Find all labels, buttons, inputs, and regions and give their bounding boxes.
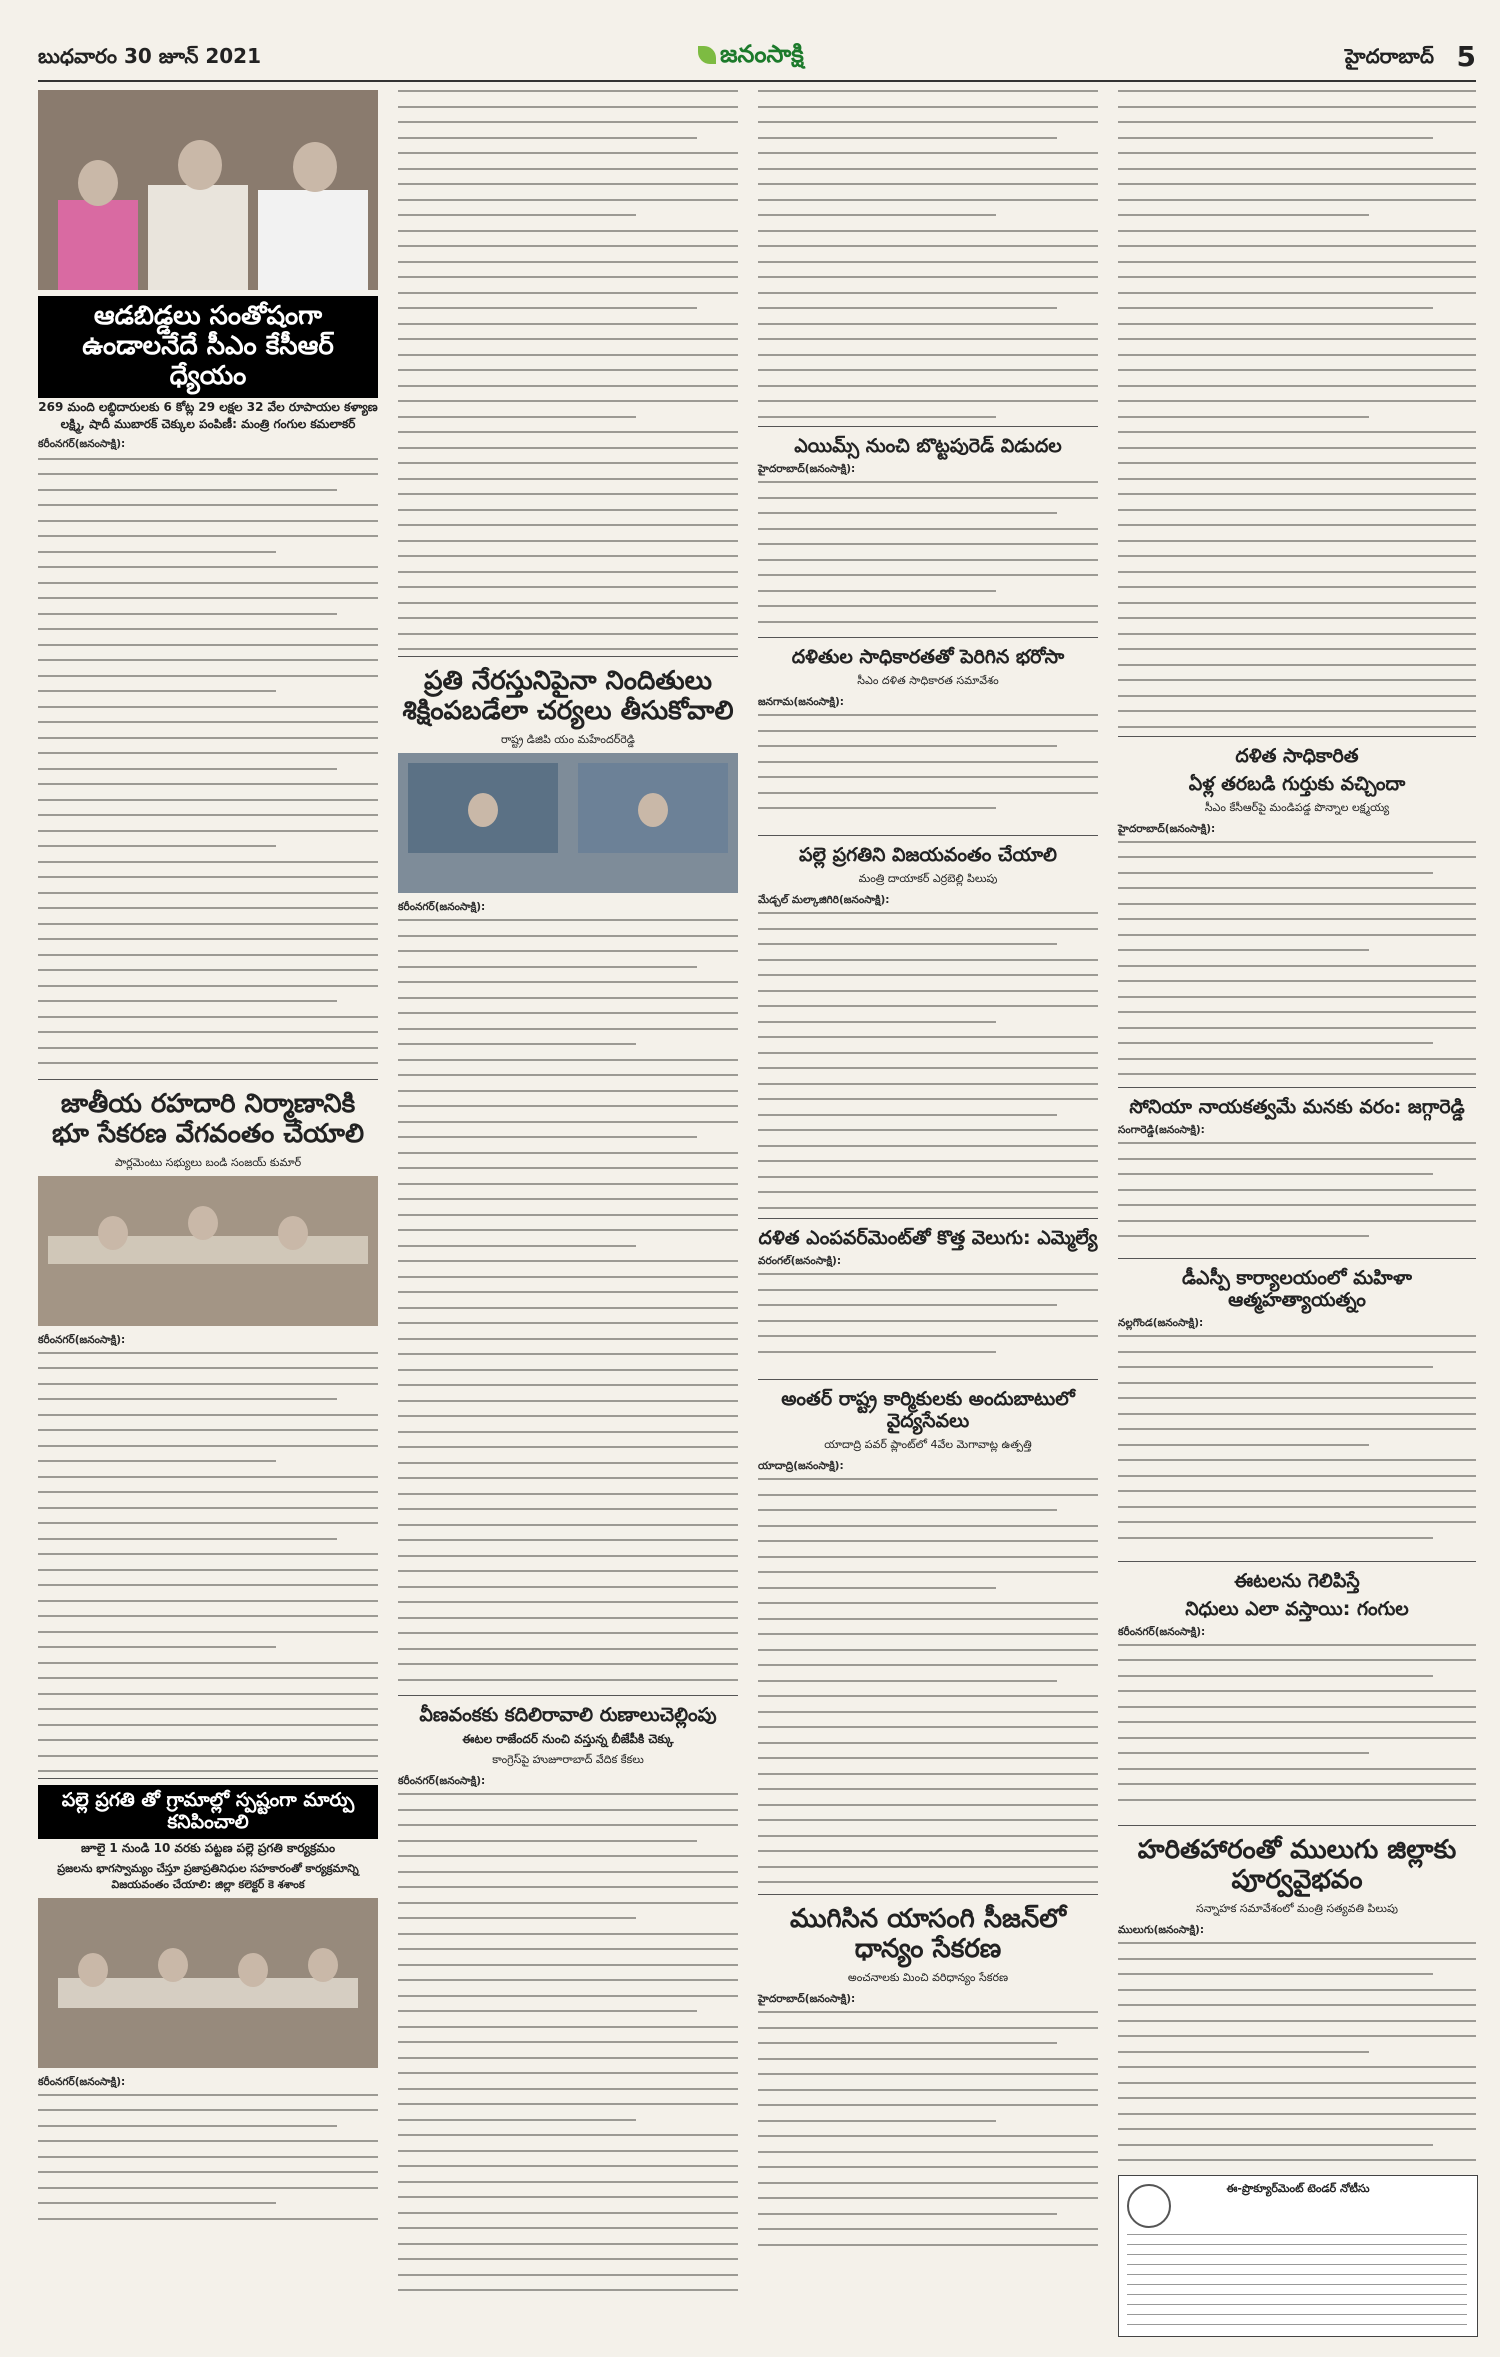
story-sonia-headline: సోనియా నాయకత్వమే మనకు వరం: జగ్గారెడ్డి <box>1129 1095 1465 1118</box>
story-dalitsadhikarita-byline: సీఎం కేసీఆర్‌పై మండిపడ్డ పొన్నాల లక్ష్మయ్య <box>1204 800 1390 814</box>
story-dsp-body <box>1118 1335 1476 1555</box>
story-dalit-byline: సీఎం దళిత సాధికారత సమావేశం <box>857 673 999 687</box>
story3-byline: ప్రజలను భాగస్వామ్యం చేస్తూ ప్రజాప్రతినిధుల సహకారంతో కార్యక్రమాన్ని విజయవంతం చేయాలి: జిల్లా కలెక్టర్ కె శశాంక <box>57 1861 359 1891</box>
story-etela-subhead: నిధులు ఎలా వస్తాయి: గంగుల <box>1185 1597 1409 1620</box>
story-palle-headline: పల్లె ప్రగతిని విజయవంతం చేయాలి <box>799 844 1057 867</box>
divider <box>758 637 1098 638</box>
story-veenavanka-body <box>398 1793 738 2293</box>
story-aiims-body <box>758 481 1098 631</box>
story2-photo <box>38 1176 378 1326</box>
story-etela-headline: ఈటలను గెలిపిస్తే <box>1234 1570 1360 1593</box>
story-haritaharam-byline: సన్నాహక సమావేశంలో మంత్రి సత్యవతి పిలుపు <box>1196 1901 1398 1915</box>
story-veenavanka-byline: కాంగ్రెస్‌పై హుజూరాబాద్ వేదిక కేకలు <box>492 1752 644 1766</box>
story-palle-byline: మంత్రి దాయాకర్ ఎర్రబెల్లి పిలుపు <box>858 872 998 886</box>
col4-continued-body <box>1118 90 1476 730</box>
story-aiims-headline: ఎయిమ్స్ నుంచి బొట్టపురెడ్ విడుదల <box>794 435 1062 457</box>
divider <box>1118 1258 1476 1259</box>
divider <box>1118 736 1476 737</box>
story-haritaharam-headline: హరితహారంతో ములుగు జిల్లాకు పూర్వవైభవం <box>1137 1834 1457 1895</box>
divider <box>758 426 1098 427</box>
story-dgp-dateline: కరీంనగర్(జనంసాక్షి): <box>398 900 486 913</box>
story-dsp-dateline: నల్లగొండ(జనంసాక్షి): <box>1118 1316 1204 1329</box>
story-dalit-body <box>758 714 1098 829</box>
story3-subhead: జూలై 1 నుండి 10 వరకు పట్టణ పల్లె ప్రగతి కార్యక్రమం <box>80 1840 336 1855</box>
col3-continued-body <box>758 90 1098 420</box>
story-dalit-dateline: జనగామ(జనంసాక్షి): <box>758 695 844 708</box>
story-etela-dateline: కరీంనగర్(జనంసాక్షి): <box>1118 1625 1206 1638</box>
divider <box>1118 1561 1476 1562</box>
story-dgp-byline: రాష్ట్ర డిజిపి యం మహేందర్‌రెడ్డి <box>501 732 635 746</box>
tender-notice-title: ఈ-ప్రొక్యూర్‌మెంట్ టెండర్ నోటీసు <box>1226 2182 1370 2195</box>
story3-body <box>38 2094 378 2224</box>
column-2 <box>398 90 738 2293</box>
story2-body <box>38 1352 378 1772</box>
story-aiims-dateline: హైదరాబాద్(జనంసాక్షి): <box>758 462 856 475</box>
divider <box>398 656 738 657</box>
story-workers-body <box>758 1478 1098 1888</box>
masthead-text: జనంసాక్షి <box>720 40 804 68</box>
story-paddy-dateline: హైదరాబాద్(జనంసాక్షి): <box>758 1993 856 2006</box>
column-1 <box>38 90 378 2224</box>
story3-headline: పల్లె ప్రగతి తో గ్రామాల్లో స్పష్టంగా మార్పు కనిపించాలి <box>38 1785 378 1839</box>
story-etela-body <box>1118 1644 1476 1819</box>
story-sonia-body <box>1118 1142 1476 1252</box>
story-veenavanka-dateline: కరీంనగర్(జనంసాక్షి): <box>398 1774 486 1787</box>
story-dgp-photo <box>398 753 738 893</box>
story-dalitsadhikarita-body <box>1118 841 1476 1081</box>
story2-headline: జాతీయ రహదారి నిర్మాణానికి భూ సేకరణ వేగవంతం చేయాలి <box>51 1088 365 1149</box>
story-dsp-headline: డీఎస్పీ కార్యాలయంలో మహిళా ఆత్మహత్యాయత్నం <box>1182 1267 1412 1311</box>
divider <box>1118 1087 1476 1088</box>
story-dgp-headline: ప్రతి నేరస్తునిపైనా నిందితులు శిక్షింపబడేలా చర్యలు తీసుకోవాలి <box>402 666 734 726</box>
story1-dateline: కరీంనగర్(జనంసాక్షి): <box>38 437 126 450</box>
story-empower-dateline: వరంగల్(జనంసాక్షి): <box>758 1255 842 1268</box>
divider <box>1118 1825 1476 1826</box>
divider <box>758 1894 1098 1895</box>
page-number: 5 <box>1456 40 1476 73</box>
tender-notice <box>1118 2175 1478 2337</box>
divider <box>38 1079 378 1080</box>
story2-dateline: కరీంనగర్(జనంసాక్షి): <box>38 1333 126 1346</box>
story-paddy-headline: ముగిసిన యాసంగి సీజన్‌లో ధాన్యం సేకరణ <box>789 1904 1067 1965</box>
divider <box>758 1218 1098 1219</box>
leaf-icon <box>698 46 716 64</box>
page-header <box>38 40 1476 82</box>
story1-body <box>38 458 378 1073</box>
story-haritaharam-dateline: ములుగు(జనంసాక్షి): <box>1118 1923 1205 1936</box>
story-veenavanka-headline: వీణవంకకు కదిలిరావాలి రుణాలుచెల్లింపు <box>419 1704 717 1727</box>
story1-headline: ఆడబిడ్డలు సంతోషంగా ఉండాలనేదే సీఎం కేసీఆర్ ధ్యేయం <box>38 296 378 398</box>
story2-byline: పార్లమెంటు సభ్యులు బండి సంజయ్ కుమార్ <box>114 1155 302 1169</box>
story1-subhead: 269 మంది లబ్ధిదారులకు 6 కోట్ల 29 లక్షల 32 వేల రూపాయల కళ్యాణ లక్ష్మి, షాదీ ముబారక్ చెక్కుల పంపిణీ: మంత్రి గంగుల కమలాకర్ <box>38 399 378 431</box>
story-veenavanka-subhead: ఈటల రాజేందర్ నుంచి వస్తున్న బీజేపీకి చెక్కు <box>462 1731 674 1746</box>
story-workers-headline: అంతర్ రాష్ట్ర కార్మికులకు అందుబాటులో వైద్యసేవలు <box>781 1388 1075 1433</box>
issue-date: బుధవారం 30 జూన్ 2021 <box>38 44 261 68</box>
story-dalit-headline: దళితుల సాధికారతతో పెరిగిన భరోసా <box>791 646 1065 669</box>
government-seal-icon <box>1127 2184 1171 2228</box>
divider <box>758 1379 1098 1380</box>
story-palle-body <box>758 912 1098 1212</box>
column-3 <box>758 90 1098 2261</box>
divider <box>398 1695 738 1696</box>
story-palle-dateline: మేడ్చల్ మల్కాజిగిరి(జనంసాక్షి): <box>758 894 890 907</box>
story-workers-dateline: యాదాద్రి(జనంసాక్షి): <box>758 1460 844 1473</box>
story3-dateline: కరీంనగర్(జనంసాక్షి): <box>38 2075 126 2088</box>
story-dgp-body <box>398 919 738 1689</box>
story-dalitsadhikarita-headline: దళిత సాధికారిత <box>1235 745 1359 767</box>
story-empower-headline: దళిత ఎంపవర్‌మెంట్‌తో కొత్త వెలుగు: ఎమ్మెల్యే <box>758 1227 1098 1250</box>
story3-photo <box>38 1898 378 2068</box>
edition-city: హైదరాబాద్ <box>1344 44 1434 68</box>
divider <box>38 1778 378 1779</box>
story-dalitsadhikarita-subhead: ఏళ్ల తరబడి గుర్తుకు వచ్చిందా <box>1188 772 1406 795</box>
divider <box>758 835 1098 836</box>
story-paddy-body <box>758 2011 1098 2261</box>
column-4 <box>1118 90 1476 2287</box>
col2-continued-body <box>398 90 738 650</box>
story-paddy-byline: అంచనాలకు మించి వరిధాన్యం సేకరణ <box>847 1971 1009 1985</box>
story-empower-body <box>758 1273 1098 1373</box>
masthead-logo <box>698 40 804 74</box>
tender-notice-body <box>1127 2234 1467 2334</box>
story1-photo <box>38 90 378 290</box>
story-sonia-dateline: సంగారెడ్డి(జనంసాక్షి): <box>1118 1123 1205 1136</box>
story-dalitsadhikarita-dateline: హైదరాబాద్(జనంసాక్షి): <box>1118 822 1216 835</box>
story-workers-byline: యాదాద్రి పవర్ ప్లాంట్‌లో 4వేల మెగావాట్ల ఉత్పత్తి <box>824 1438 1032 1452</box>
